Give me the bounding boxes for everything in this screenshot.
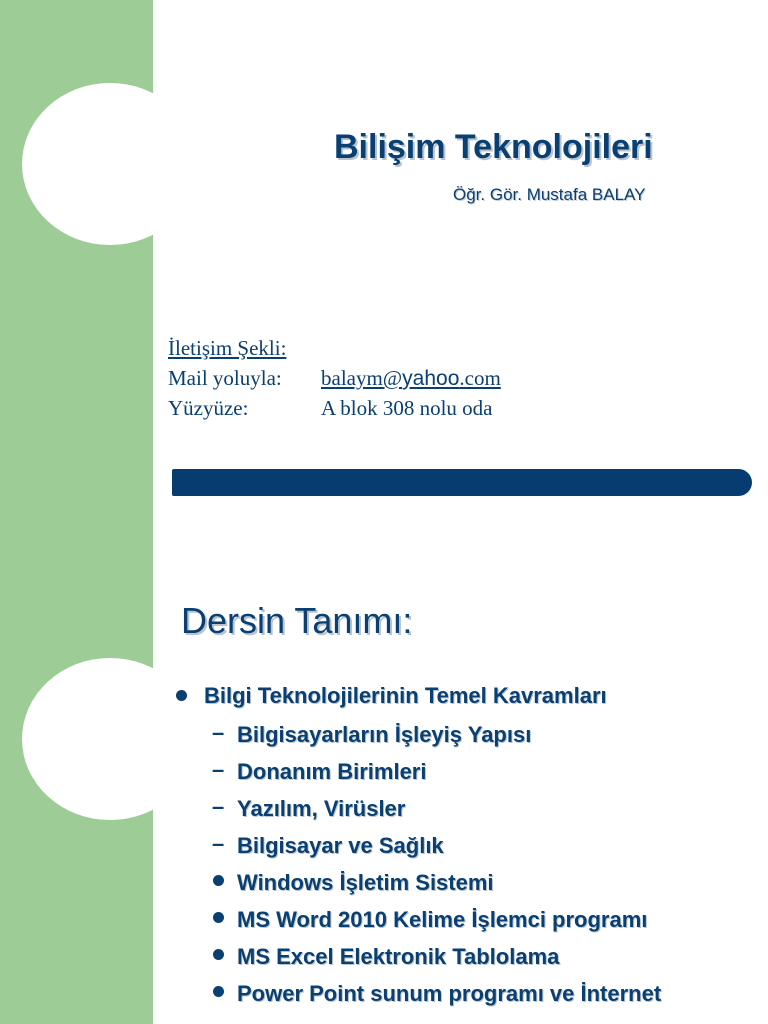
mail-label: Mail yoluyla: [168, 366, 282, 390]
list-item-label: Power Point sunum programı ve İnternet [237, 981, 662, 1006]
bullet-icon [213, 912, 224, 923]
bullet-icon [176, 690, 187, 701]
contact-mail-row [168, 363, 501, 393]
dash-icon: – [212, 720, 225, 745]
contact-office-row [168, 393, 493, 423]
mail-user: balaym@ [321, 366, 403, 390]
dash-icon: – [212, 794, 225, 819]
list-item-label: Bilgisayarların İşleyiş Yapısı [237, 722, 532, 747]
bullet-icon [213, 875, 224, 886]
dash-icon: – [212, 831, 225, 856]
list-item-label: Donanım Birimleri [237, 759, 427, 784]
section-divider [172, 469, 752, 496]
list-item-label: Bilgi Teknolojilerinin Temel Kavramları [204, 683, 607, 708]
page-title: Bilişim Teknolojileri [334, 128, 653, 166]
mail-value [321, 363, 501, 394]
decorative-circle-bottom [22, 658, 198, 820]
contact-heading: İletişim Şekli: [168, 336, 287, 360]
list-item-label: MS Excel Elektronik Tablolama [237, 944, 560, 969]
list-item-label: Yazılım, Virüsler [237, 796, 406, 821]
list-item-label: MS Word 2010 Kelime İşlemci programı [237, 907, 648, 932]
office-value: A blok 308 nolu oda [321, 396, 493, 420]
mail-tld: .com [459, 366, 501, 390]
contact-heading-row [168, 333, 286, 363]
dash-icon: – [212, 757, 225, 782]
list-item-label: Bilgisayar ve Sağlık [237, 833, 444, 858]
mail-domain: yahoo [402, 367, 460, 390]
list-item-label: Windows İşletim Sistemi [237, 870, 494, 895]
bullet-icon [213, 949, 224, 960]
section-title: Dersin Tanımı: [181, 600, 413, 641]
bullet-icon [213, 986, 224, 997]
office-label: Yüzyüze: [168, 396, 249, 420]
mail-link[interactable] [321, 366, 501, 390]
decorative-circle-top [22, 83, 198, 245]
contact-block [168, 333, 501, 423]
author-name: Öğr. Gör. Mustafa BALAY [453, 185, 646, 204]
